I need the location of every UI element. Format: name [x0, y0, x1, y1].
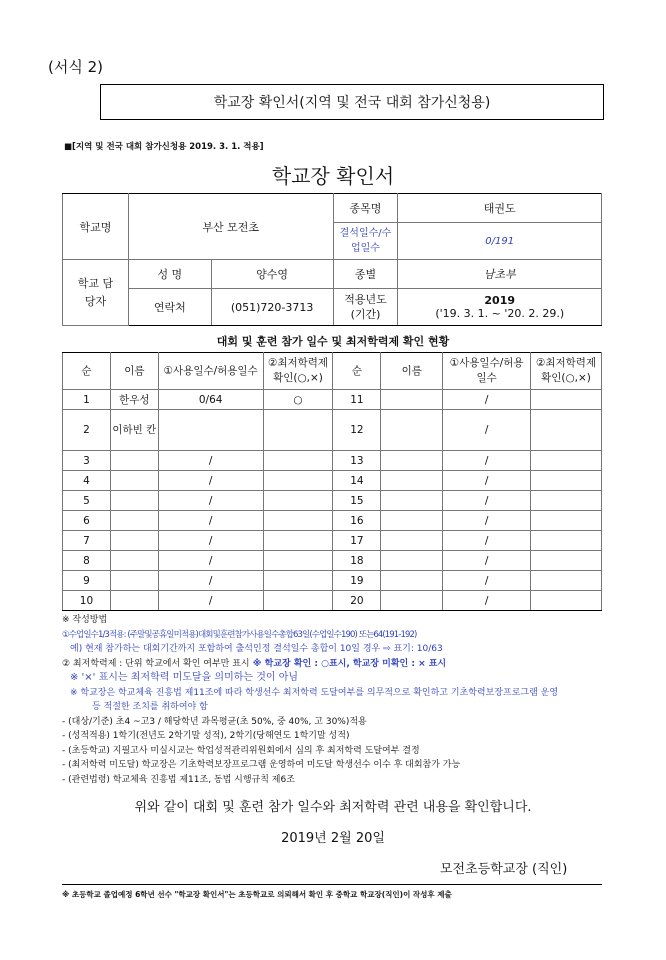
confirmation-statement: 위와 같이 대회 및 훈련 참가 일수와 최저학력 관련 내용을 확인합니다.	[134, 800, 532, 815]
table-row	[63, 451, 602, 471]
table-row	[63, 410, 602, 451]
note-7: - (초등학교) 지필고사 미실시교는 학업성적관리위원회에서 심의 후 최저학력 도달여부 결정	[62, 745, 420, 756]
phone-value: (051)720-3713	[211, 289, 333, 326]
player-name	[110, 511, 158, 531]
status-section-title: 대회 및 훈련 참가 일수 및 최저학력제 확인 현황	[216, 335, 450, 348]
days-used: /	[443, 451, 531, 471]
player-name	[381, 410, 443, 451]
days-used: /	[443, 471, 531, 491]
note-2-prefix: ② 최저학력제 : 단위 학교에서 확인 여부만 표시	[62, 658, 250, 669]
row-number: 18	[333, 551, 381, 571]
academic-check	[263, 571, 333, 591]
row-number: 8	[63, 551, 111, 571]
year-value: 2019	[484, 294, 516, 307]
days-used: /	[443, 591, 531, 611]
days-used: /	[443, 390, 531, 410]
academic-check	[531, 410, 602, 451]
academic-check	[263, 551, 333, 571]
academic-check	[263, 471, 333, 491]
header-name: 이름	[381, 353, 443, 390]
player-name	[110, 451, 158, 471]
note-1-example: 예) 현재 참가하는 대회기간까지 포함하여 출석인정 결석일수 총합이 10일 경우 ⇨ 표기: 10/63	[70, 644, 443, 654]
note-2	[62, 657, 622, 672]
player-name	[110, 571, 158, 591]
category-label: 종별	[333, 260, 398, 289]
days-used: /	[158, 571, 263, 591]
academic-check	[263, 491, 333, 511]
days-used: /	[158, 551, 263, 571]
header-check: ②최저학력제확인(○,×)	[263, 353, 333, 390]
row-number: 20	[333, 591, 381, 611]
row-number: 2	[63, 410, 111, 451]
academic-check	[531, 591, 602, 611]
row-number: 16	[333, 511, 381, 531]
note-3: ※ '×' 표시는 최저학력 미도달을 의미하는 것이 아님	[70, 672, 299, 683]
note-4: ※ 학교장은 학교체육 진흥법 제11조에 따라 학생선수 최저학력 도달여부를 의무적으로 확인하고 기초학력보장프로그램 운영	[70, 687, 559, 698]
player-name	[381, 451, 443, 471]
player-name	[110, 471, 158, 491]
row-number: 5	[63, 491, 111, 511]
academic-check	[531, 491, 602, 511]
instructions	[62, 613, 622, 787]
name-label: 성 명	[128, 260, 211, 289]
year-cell	[398, 289, 602, 326]
phone-label: 연락처	[128, 289, 211, 326]
form-number: (서식 2)	[48, 58, 103, 76]
player-name: 이하빈 칸	[110, 410, 158, 451]
absence-label: 결석일수/수업일수	[333, 223, 398, 260]
note-2-bold: ※ 학교장 확인 : ○표시, 학교장 미확인 : × 표시	[249, 658, 447, 669]
table-row	[63, 471, 602, 491]
academic-check	[263, 531, 333, 551]
status-table	[62, 352, 602, 611]
player-name	[381, 511, 443, 531]
event-label: 종목명	[333, 194, 398, 223]
header-no: 순	[63, 353, 111, 390]
header-days: ①사용일수/허용일수	[443, 353, 531, 390]
row-number: 13	[333, 451, 381, 471]
days-used: /	[443, 531, 531, 551]
player-name: 한우성	[110, 390, 158, 410]
table-row	[63, 591, 602, 611]
signer: 모전초등학교장 (직인)	[440, 862, 568, 877]
category-value: 남초부	[398, 260, 602, 289]
notes-heading: ※ 작성방법	[62, 615, 108, 625]
row-number: 6	[63, 511, 111, 531]
academic-check	[263, 591, 333, 611]
row-number: 9	[63, 571, 111, 591]
row-number: 11	[333, 390, 381, 410]
player-name	[110, 491, 158, 511]
footer-divider	[62, 884, 602, 885]
player-name	[110, 531, 158, 551]
days-used: /	[443, 551, 531, 571]
table-row	[63, 531, 602, 551]
academic-check	[531, 451, 602, 471]
days-used: /	[158, 531, 263, 551]
player-name	[110, 551, 158, 571]
header-check: ②최저학력제확인(○,×)	[531, 353, 602, 390]
player-name	[381, 551, 443, 571]
boxed-title-text: 학교장 확인서(지역 및 전국 대회 참가신청용)	[213, 95, 491, 111]
school-value: 부산 모전초	[128, 194, 333, 260]
row-number: 1	[63, 390, 111, 410]
player-name	[381, 571, 443, 591]
application-note: ■[지역 및 전국 대회 참가신청용 2019. 3. 1. 적용]	[64, 142, 264, 152]
note-5: - (대상/기준) 초4 ~고3 / 해당학년 과목평균(초 50%, 중 40%, 고 30%)적용	[62, 716, 367, 727]
academic-check	[531, 551, 602, 571]
info-table	[62, 193, 602, 326]
days-used: /	[158, 491, 263, 511]
school-label: 학교명	[63, 194, 129, 260]
academic-check	[531, 390, 602, 410]
table-row	[63, 491, 602, 511]
header-days: ①사용일수/허용일수	[158, 353, 263, 390]
player-name	[381, 531, 443, 551]
header-name: 이름	[110, 353, 158, 390]
days-used: /	[443, 410, 531, 451]
row-number: 14	[333, 471, 381, 491]
note-9: - (관련법령) 학교체육 진흥법 제11조, 동법 시행규칙 제6조	[62, 774, 295, 785]
days-used: /	[443, 491, 531, 511]
academic-check	[263, 410, 333, 451]
academic-check	[531, 531, 602, 551]
player-name	[381, 390, 443, 410]
days-used: /	[158, 471, 263, 491]
footer-note: ※ 초등학교 졸업예정 6학년 선수 "학교장 확인서"는 초등학교로 의뢰해서 확인 후 중학교 학교장(직인)이 작성후 제출	[62, 890, 452, 899]
days-used: /	[443, 511, 531, 531]
player-name	[110, 591, 158, 611]
table-row	[63, 551, 602, 571]
note-1: ①수업일수1/3적용: (주말및공휴일미적용)대회및훈련참가사용일수총합63일(수업일수190) 또는64(191-192)	[62, 629, 417, 640]
issue-date: 2019년 2월 20일	[281, 831, 385, 846]
event-value: 태권도	[398, 194, 602, 223]
player-name	[381, 591, 443, 611]
player-name	[381, 491, 443, 511]
row-number: 12	[333, 410, 381, 451]
period-value: ('19. 3. 1. ~ '20. 2. 29.)	[435, 307, 565, 320]
days-used	[158, 410, 263, 451]
days-used: /	[158, 451, 263, 471]
note-8: - (최저학력 미도달) 학교장은 기초학력보장프로그램 운영하여 미도달 학생선수 이수 후 대회참가 가능	[62, 760, 461, 770]
row-number: 15	[333, 491, 381, 511]
table-row	[63, 511, 602, 531]
table-row	[63, 390, 602, 410]
row-number: 10	[63, 591, 111, 611]
contact-label: 학교 담당자	[63, 260, 129, 326]
row-number: 4	[63, 471, 111, 491]
days-used: /	[443, 571, 531, 591]
row-number: 7	[63, 531, 111, 551]
days-used: 0/64	[158, 390, 263, 410]
note-4b: 등 적절한 조치를 취하여야 함	[92, 702, 208, 712]
row-number: 17	[333, 531, 381, 551]
absence-value: 0/191	[398, 223, 602, 260]
header-no: 순	[333, 353, 381, 390]
academic-check: ○	[263, 390, 333, 410]
academic-check	[531, 511, 602, 531]
academic-check	[531, 471, 602, 491]
table-row	[63, 571, 602, 591]
name-value: 양수영	[211, 260, 333, 289]
row-number: 19	[333, 571, 381, 591]
player-name	[381, 471, 443, 491]
boxed-title	[100, 84, 604, 120]
academic-check	[263, 451, 333, 471]
row-number: 3	[63, 451, 111, 471]
year-label: 적용년도 (기간)	[333, 289, 398, 326]
document-title: 학교장 확인서	[271, 164, 395, 188]
academic-check	[263, 511, 333, 531]
days-used: /	[158, 511, 263, 531]
days-used: /	[158, 591, 263, 611]
academic-check	[531, 571, 602, 591]
note-6: - (성적적용) 1학기(전년도 2학기말 성적), 2학기(당해연도 1학기말 성적)	[62, 731, 350, 741]
